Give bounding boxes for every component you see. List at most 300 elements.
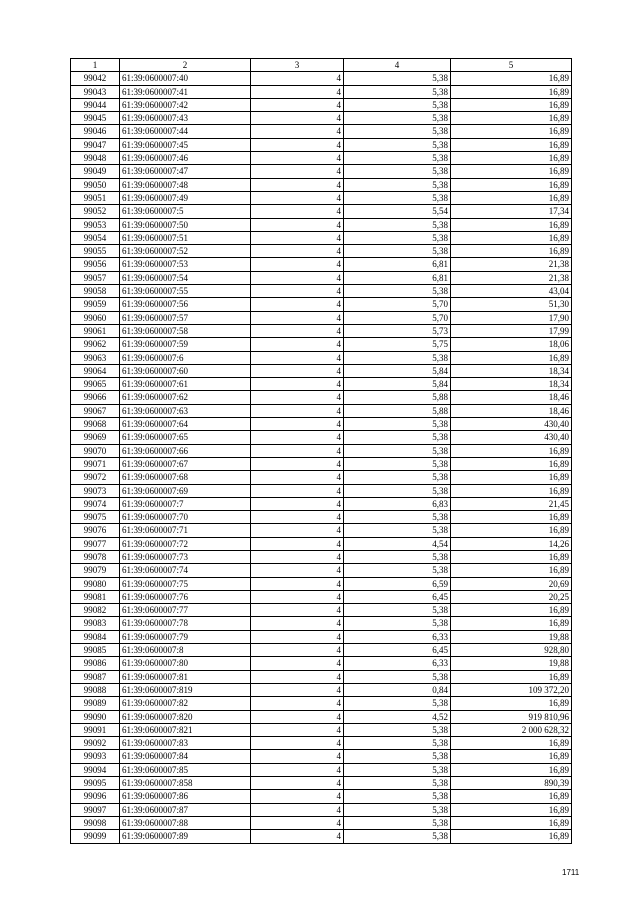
cadastral-number-cell: 61:39:0600007:85 — [120, 763, 251, 776]
col4-cell: 6,33 — [344, 657, 451, 670]
table-row — [71, 497, 572, 510]
cadastral-number-cell: 61:39:0600007:820 — [120, 710, 251, 723]
cadastral-number-cell: 61:39:0600007:77 — [120, 604, 251, 617]
row-number-cell: 99060 — [71, 311, 120, 324]
col4-cell: 5,38 — [344, 191, 451, 204]
col4-cell: 6,81 — [344, 271, 451, 284]
col4-cell: 5,75 — [344, 338, 451, 351]
col3-cell: 4 — [251, 803, 344, 816]
col3-cell: 4 — [251, 98, 344, 111]
row-number-cell: 99066 — [71, 391, 120, 404]
table-row — [71, 630, 572, 643]
row-number-cell: 99085 — [71, 644, 120, 657]
column-header: 3 — [251, 59, 344, 72]
table-header-row — [71, 59, 572, 72]
cadastral-number-cell: 61:39:0600007:43 — [120, 112, 251, 125]
table-row — [71, 564, 572, 577]
col3-cell: 4 — [251, 125, 344, 138]
col5-cell: 18,46 — [451, 391, 572, 404]
cadastral-number-cell: 61:39:0600007:45 — [120, 138, 251, 151]
table-row — [71, 723, 572, 736]
row-number-cell: 99084 — [71, 630, 120, 643]
table-row — [71, 351, 572, 364]
cadastral-number-cell: 61:39:0600007:63 — [120, 404, 251, 417]
col3-cell: 4 — [251, 723, 344, 736]
table-row — [71, 511, 572, 524]
cadastral-number-cell: 61:39:0600007:64 — [120, 418, 251, 431]
col4-cell: 5,38 — [344, 125, 451, 138]
col5-cell: 17,99 — [451, 324, 572, 337]
table-row — [71, 471, 572, 484]
col5-cell: 18,34 — [451, 364, 572, 377]
cadastral-number-cell: 61:39:0600007:59 — [120, 338, 251, 351]
col4-cell: 5,38 — [344, 418, 451, 431]
col3-cell: 4 — [251, 577, 344, 590]
col3-cell: 4 — [251, 497, 344, 510]
col4-cell: 5,38 — [344, 444, 451, 457]
row-number-cell: 99050 — [71, 178, 120, 191]
row-number-cell: 99043 — [71, 85, 120, 98]
table-row — [71, 378, 572, 391]
row-number-cell: 99062 — [71, 338, 120, 351]
col5-cell: 16,89 — [451, 125, 572, 138]
col5-cell: 16,89 — [451, 484, 572, 497]
col3-cell: 4 — [251, 644, 344, 657]
row-number-cell: 99083 — [71, 617, 120, 630]
col5-cell: 430,40 — [451, 418, 572, 431]
col3-cell: 4 — [251, 524, 344, 537]
table-row — [71, 324, 572, 337]
col4-cell: 5,38 — [344, 178, 451, 191]
col4-cell: 5,38 — [344, 431, 451, 444]
col5-cell: 109 372,20 — [451, 683, 572, 696]
col5-cell: 16,89 — [451, 790, 572, 803]
col4-cell: 5,38 — [344, 816, 451, 829]
col3-cell: 4 — [251, 391, 344, 404]
cadastral-number-cell: 61:39:0600007:81 — [120, 670, 251, 683]
table-row — [71, 364, 572, 377]
cadastral-number-cell: 61:39:0600007:68 — [120, 471, 251, 484]
col3-cell: 4 — [251, 484, 344, 497]
col3-cell: 4 — [251, 364, 344, 377]
table-row — [71, 311, 572, 324]
table-row — [71, 125, 572, 138]
col5-cell: 16,89 — [451, 218, 572, 231]
col3-cell: 4 — [251, 178, 344, 191]
row-number-cell: 99078 — [71, 550, 120, 563]
col5-cell: 890,39 — [451, 777, 572, 790]
cadastral-number-cell: 61:39:0600007:40 — [120, 72, 251, 85]
col4-cell: 5,38 — [344, 72, 451, 85]
table-row — [71, 98, 572, 111]
row-number-cell: 99097 — [71, 803, 120, 816]
column-header: 4 — [344, 59, 451, 72]
row-number-cell: 99071 — [71, 457, 120, 470]
col3-cell: 4 — [251, 285, 344, 298]
cadastral-number-cell: 61:39:0600007:71 — [120, 524, 251, 537]
col4-cell: 5,38 — [344, 351, 451, 364]
cadastral-number-cell: 61:39:0600007:50 — [120, 218, 251, 231]
row-number-cell: 99098 — [71, 816, 120, 829]
col4-cell: 5,38 — [344, 152, 451, 165]
cadastral-number-cell: 61:39:0600007:84 — [120, 750, 251, 763]
col5-cell: 16,89 — [451, 191, 572, 204]
table-row — [71, 258, 572, 271]
table-row — [71, 590, 572, 603]
row-number-cell: 99081 — [71, 590, 120, 603]
cadastral-number-cell: 61:39:0600007:57 — [120, 311, 251, 324]
row-number-cell: 99095 — [71, 777, 120, 790]
col3-cell: 4 — [251, 697, 344, 710]
col5-cell: 21,38 — [451, 258, 572, 271]
col5-cell: 16,89 — [451, 72, 572, 85]
table-row — [71, 670, 572, 683]
col4-cell: 5,38 — [344, 830, 451, 843]
cadastral-number-cell: 61:39:0600007:88 — [120, 816, 251, 829]
table-row — [71, 604, 572, 617]
cadastral-number-cell: 61:39:0600007:76 — [120, 590, 251, 603]
col5-cell: 16,89 — [451, 471, 572, 484]
row-number-cell: 99090 — [71, 710, 120, 723]
cadastral-number-cell: 61:39:0600007:819 — [120, 683, 251, 696]
table-row — [71, 683, 572, 696]
table-row — [71, 245, 572, 258]
col4-cell: 5,38 — [344, 112, 451, 125]
cadastral-number-cell: 61:39:0600007:70 — [120, 511, 251, 524]
col3-cell: 4 — [251, 816, 344, 829]
col4-cell: 4,54 — [344, 537, 451, 550]
cadastral-number-cell: 61:39:0600007:54 — [120, 271, 251, 284]
cadastral-number-cell: 61:39:0600007:47 — [120, 165, 251, 178]
col4-cell: 5,38 — [344, 697, 451, 710]
table-row — [71, 152, 572, 165]
table-row — [71, 165, 572, 178]
col5-cell: 16,89 — [451, 85, 572, 98]
col5-cell: 16,89 — [451, 351, 572, 364]
col5-cell: 21,45 — [451, 497, 572, 510]
cadastral-number-cell: 61:39:0600007:82 — [120, 697, 251, 710]
col3-cell: 4 — [251, 218, 344, 231]
col3-cell: 4 — [251, 683, 344, 696]
col5-cell: 17,34 — [451, 205, 572, 218]
cadastral-number-cell: 61:39:0600007:60 — [120, 364, 251, 377]
page-number: 1711 — [562, 868, 580, 877]
col5-cell: 21,38 — [451, 271, 572, 284]
col5-cell: 17,90 — [451, 311, 572, 324]
col3-cell: 4 — [251, 418, 344, 431]
table-row — [71, 205, 572, 218]
col3-cell: 4 — [251, 670, 344, 683]
col3-cell: 4 — [251, 72, 344, 85]
col4-cell: 6,83 — [344, 497, 451, 510]
row-number-cell: 99044 — [71, 98, 120, 111]
col5-cell: 16,89 — [451, 138, 572, 151]
col4-cell: 5,38 — [344, 245, 451, 258]
row-number-cell: 99074 — [71, 497, 120, 510]
col3-cell: 4 — [251, 537, 344, 550]
col5-cell: 16,89 — [451, 457, 572, 470]
row-number-cell: 99094 — [71, 763, 120, 776]
col4-cell: 5,38 — [344, 218, 451, 231]
cadastral-number-cell: 61:39:0600007:69 — [120, 484, 251, 497]
table-row — [71, 191, 572, 204]
col3-cell: 4 — [251, 112, 344, 125]
cadastral-number-cell: 61:39:0600007:41 — [120, 85, 251, 98]
row-number-cell: 99065 — [71, 378, 120, 391]
table-row — [71, 777, 572, 790]
table-row — [71, 138, 572, 151]
cadastral-number-cell: 61:39:0600007:6 — [120, 351, 251, 364]
col3-cell: 4 — [251, 604, 344, 617]
col5-cell: 919 810,96 — [451, 710, 572, 723]
cadastral-number-cell: 61:39:0600007:55 — [120, 285, 251, 298]
row-number-cell: 99089 — [71, 697, 120, 710]
row-number-cell: 99092 — [71, 737, 120, 750]
table-row — [71, 72, 572, 85]
cadastral-number-cell: 61:39:0600007:78 — [120, 617, 251, 630]
table-row — [71, 750, 572, 763]
cadastral-number-cell: 61:39:0600007:74 — [120, 564, 251, 577]
col3-cell: 4 — [251, 338, 344, 351]
col3-cell: 4 — [251, 298, 344, 311]
cadastral-number-cell: 61:39:0600007:49 — [120, 191, 251, 204]
table-row — [71, 112, 572, 125]
row-number-cell: 99073 — [71, 484, 120, 497]
table-row — [71, 537, 572, 550]
col4-cell: 5,70 — [344, 298, 451, 311]
col4-cell: 4,52 — [344, 710, 451, 723]
row-number-cell: 99079 — [71, 564, 120, 577]
row-number-cell: 99045 — [71, 112, 120, 125]
col3-cell: 4 — [251, 630, 344, 643]
table-row — [71, 178, 572, 191]
table-row — [71, 391, 572, 404]
col3-cell: 4 — [251, 205, 344, 218]
col4-cell: 0,84 — [344, 683, 451, 696]
col4-cell: 5,38 — [344, 737, 451, 750]
col5-cell: 16,89 — [451, 511, 572, 524]
row-number-cell: 99080 — [71, 577, 120, 590]
col3-cell: 4 — [251, 457, 344, 470]
cadastral-number-cell: 61:39:0600007:58 — [120, 324, 251, 337]
table-row — [71, 657, 572, 670]
cadastral-number-cell: 61:39:0600007:61 — [120, 378, 251, 391]
col3-cell: 4 — [251, 152, 344, 165]
table-row — [71, 524, 572, 537]
col3-cell: 4 — [251, 471, 344, 484]
table-row — [71, 338, 572, 351]
cadastral-number-cell: 61:39:0600007:79 — [120, 630, 251, 643]
row-number-cell: 99047 — [71, 138, 120, 151]
row-number-cell: 99086 — [71, 657, 120, 670]
col3-cell: 4 — [251, 790, 344, 803]
col5-cell: 928,80 — [451, 644, 572, 657]
col5-cell: 20,25 — [451, 590, 572, 603]
col4-cell: 5,38 — [344, 165, 451, 178]
row-number-cell: 99075 — [71, 511, 120, 524]
col5-cell: 16,89 — [451, 152, 572, 165]
row-number-cell: 99082 — [71, 604, 120, 617]
col3-cell: 4 — [251, 165, 344, 178]
col3-cell: 4 — [251, 657, 344, 670]
row-number-cell: 99049 — [71, 165, 120, 178]
col5-cell: 2 000 628,32 — [451, 723, 572, 736]
table-row — [71, 285, 572, 298]
col3-cell: 4 — [251, 444, 344, 457]
row-number-cell: 99054 — [71, 231, 120, 244]
row-number-cell: 99067 — [71, 404, 120, 417]
row-number-cell: 99093 — [71, 750, 120, 763]
row-number-cell: 99048 — [71, 152, 120, 165]
col4-cell: 5,84 — [344, 364, 451, 377]
table-row — [71, 444, 572, 457]
col5-cell: 43,04 — [451, 285, 572, 298]
col4-cell: 6,59 — [344, 577, 451, 590]
col4-cell: 5,38 — [344, 723, 451, 736]
col3-cell: 4 — [251, 191, 344, 204]
col3-cell: 4 — [251, 324, 344, 337]
cadastral-number-cell: 61:39:0600007:80 — [120, 657, 251, 670]
cadastral-number-cell: 61:39:0600007:7 — [120, 497, 251, 510]
row-number-cell: 99056 — [71, 258, 120, 271]
col5-cell: 20,69 — [451, 577, 572, 590]
col5-cell: 16,89 — [451, 98, 572, 111]
col4-cell: 5,70 — [344, 311, 451, 324]
row-number-cell: 99057 — [71, 271, 120, 284]
col3-cell: 4 — [251, 404, 344, 417]
col4-cell: 5,38 — [344, 524, 451, 537]
col5-cell: 16,89 — [451, 830, 572, 843]
table-row — [71, 803, 572, 816]
col4-cell: 5,38 — [344, 457, 451, 470]
col5-cell: 16,89 — [451, 816, 572, 829]
table-row — [71, 484, 572, 497]
col3-cell: 4 — [251, 777, 344, 790]
cadastral-number-cell: 61:39:0600007:821 — [120, 723, 251, 736]
col5-cell: 430,40 — [451, 431, 572, 444]
col3-cell: 4 — [251, 351, 344, 364]
table-row — [71, 418, 572, 431]
col3-cell: 4 — [251, 378, 344, 391]
table-body — [71, 72, 572, 843]
col4-cell: 5,38 — [344, 484, 451, 497]
col4-cell: 5,38 — [344, 138, 451, 151]
cadastral-number-cell: 61:39:0600007:51 — [120, 231, 251, 244]
cadastral-number-cell: 61:39:0600007:46 — [120, 152, 251, 165]
col5-cell: 16,89 — [451, 763, 572, 776]
col3-cell: 4 — [251, 511, 344, 524]
table-row — [71, 271, 572, 284]
col3-cell: 4 — [251, 258, 344, 271]
col3-cell: 4 — [251, 763, 344, 776]
col4-cell: 6,45 — [344, 590, 451, 603]
table-row — [71, 404, 572, 417]
cadastral-number-cell: 61:39:0600007:62 — [120, 391, 251, 404]
table-row — [71, 737, 572, 750]
row-number-cell: 99059 — [71, 298, 120, 311]
col3-cell: 4 — [251, 85, 344, 98]
col5-cell: 16,89 — [451, 737, 572, 750]
table-row — [71, 231, 572, 244]
col3-cell: 4 — [251, 231, 344, 244]
col4-cell: 5,38 — [344, 604, 451, 617]
col3-cell: 4 — [251, 564, 344, 577]
row-number-cell: 99072 — [71, 471, 120, 484]
col3-cell: 4 — [251, 750, 344, 763]
col4-cell: 5,38 — [344, 750, 451, 763]
col3-cell: 4 — [251, 617, 344, 630]
row-number-cell: 99051 — [71, 191, 120, 204]
row-number-cell: 99069 — [71, 431, 120, 444]
cadastral-number-cell: 61:39:0600007:65 — [120, 431, 251, 444]
cadastral-number-cell: 61:39:0600007:73 — [120, 550, 251, 563]
col4-cell: 5,84 — [344, 378, 451, 391]
col4-cell: 5,38 — [344, 471, 451, 484]
col5-cell: 16,89 — [451, 165, 572, 178]
col4-cell: 5,38 — [344, 777, 451, 790]
col4-cell: 5,38 — [344, 511, 451, 524]
column-header: 5 — [451, 59, 572, 72]
cadastral-number-cell: 61:39:0600007:67 — [120, 457, 251, 470]
cadastral-number-cell: 61:39:0600007:72 — [120, 537, 251, 550]
col4-cell: 6,81 — [344, 258, 451, 271]
table-row — [71, 644, 572, 657]
table-row — [71, 431, 572, 444]
row-number-cell: 99099 — [71, 830, 120, 843]
col3-cell: 4 — [251, 431, 344, 444]
row-number-cell: 99064 — [71, 364, 120, 377]
col3-cell: 4 — [251, 311, 344, 324]
col4-cell: 5,38 — [344, 803, 451, 816]
col5-cell: 16,89 — [451, 803, 572, 816]
cadastral-number-cell: 61:39:0600007:52 — [120, 245, 251, 258]
row-number-cell: 99070 — [71, 444, 120, 457]
row-number-cell: 99053 — [71, 218, 120, 231]
column-header: 2 — [120, 59, 251, 72]
row-number-cell: 99058 — [71, 285, 120, 298]
row-number-cell: 99087 — [71, 670, 120, 683]
col4-cell: 5,73 — [344, 324, 451, 337]
col3-cell: 4 — [251, 710, 344, 723]
col5-cell: 16,89 — [451, 750, 572, 763]
cadastral-number-cell: 61:39:0600007:42 — [120, 98, 251, 111]
table-row — [71, 790, 572, 803]
row-number-cell: 99063 — [71, 351, 120, 364]
col3-cell: 4 — [251, 245, 344, 258]
data-table — [70, 58, 572, 844]
cadastral-number-cell: 61:39:0600007:86 — [120, 790, 251, 803]
table-row — [71, 710, 572, 723]
col5-cell: 19,88 — [451, 657, 572, 670]
col4-cell: 6,45 — [344, 644, 451, 657]
col5-cell: 16,89 — [451, 231, 572, 244]
col5-cell: 16,89 — [451, 245, 572, 258]
cadastral-number-cell: 61:39:0600007:8 — [120, 644, 251, 657]
col5-cell: 14,26 — [451, 537, 572, 550]
col5-cell: 18,06 — [451, 338, 572, 351]
row-number-cell: 99077 — [71, 537, 120, 550]
table-row — [71, 697, 572, 710]
col4-cell: 6,33 — [344, 630, 451, 643]
table-row — [71, 218, 572, 231]
row-number-cell: 99068 — [71, 418, 120, 431]
cadastral-number-cell: 61:39:0600007:75 — [120, 577, 251, 590]
cadastral-number-cell: 61:39:0600007:56 — [120, 298, 251, 311]
col5-cell: 16,89 — [451, 112, 572, 125]
col4-cell: 5,38 — [344, 564, 451, 577]
col4-cell: 5,38 — [344, 85, 451, 98]
col3-cell: 4 — [251, 550, 344, 563]
